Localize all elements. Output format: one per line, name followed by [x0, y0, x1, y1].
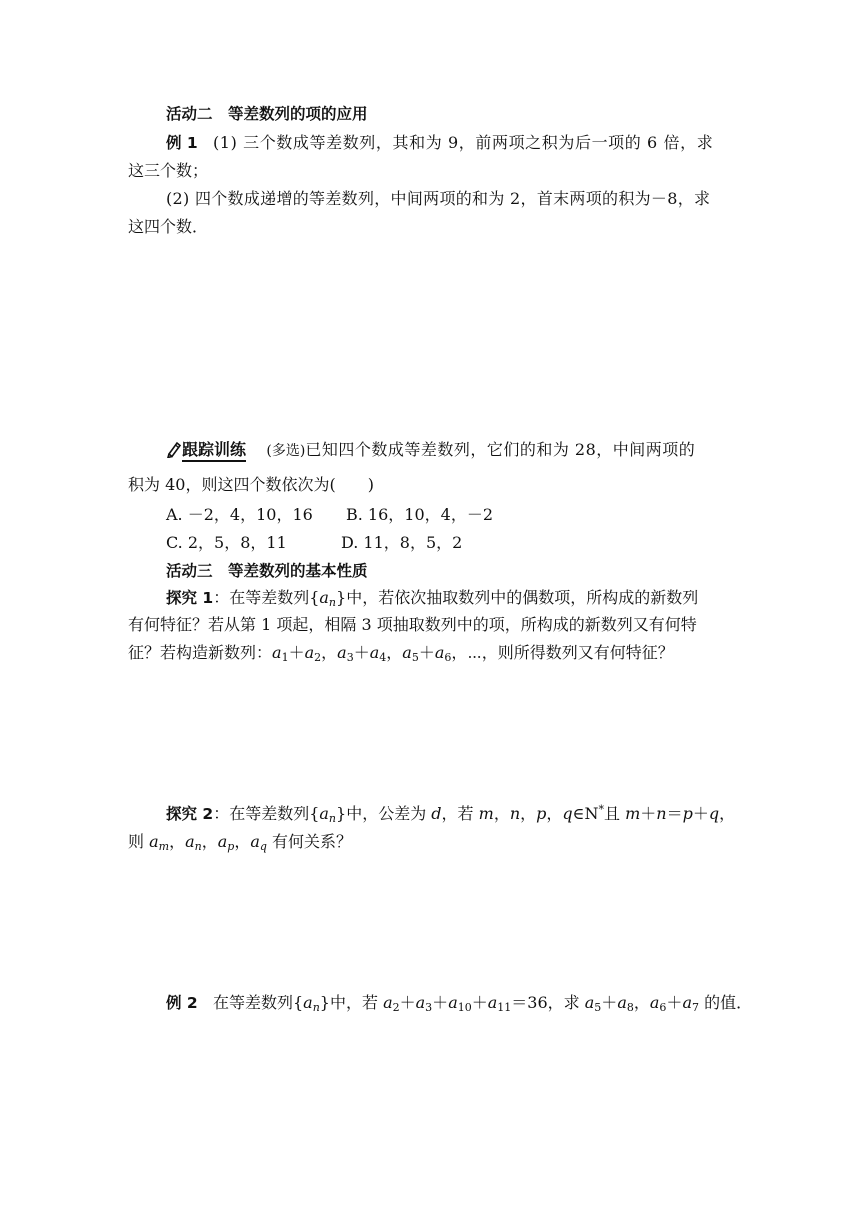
explore-1-line-1: 探究 1：在等差数列$\{a_n\}$中，若依次抽取数列中的偶数项，所构成的新数列 [166, 588, 699, 609]
tracking-exercise-heading [166, 440, 251, 459]
activity-two-title: 活动二 等差数列的项的应用 [166, 105, 368, 123]
explore-2-line-1: 探究 2：在等差数列$\{a_n\}$中，公差为 d，若 m，n，p，q∈N*且 m＋n＝p＋q， [166, 803, 736, 825]
example-1-line-2: 这三个数； [128, 161, 209, 180]
explore-1-line-3: 征？若构造新数列：$a_1+a_2$，$a_3+a_4$，$a_5+a_6$，⋯，则所得数列又有何特征？ [128, 643, 674, 664]
activity-three-title: 活动三 等差数列的基本性质 [166, 562, 368, 580]
pencil-icon [166, 440, 182, 458]
tracking-exercise-label: 跟踪训练 [182, 440, 246, 462]
explore-1-line-2: 有何特征？若从第 1 项起，相隔 3 项抽取数列中的项，所构成的新数列又有何特 [128, 615, 697, 634]
explore-2-line-2: 则 $a_m$，$a_n$，$a_p$，$a_q$ 有何关系？ [128, 832, 353, 853]
option-c: C. 2，5，8，11 [166, 533, 287, 552]
option-d: D. 11，8，5，2 [341, 533, 463, 552]
tracking-question-text: 已知四个数成等差数列，它们的和为 28，中间两项的 [305, 440, 696, 459]
option-a: A. －2，4，10，16 [166, 505, 313, 524]
example-1-part-2-line-2: 这四个数． [128, 217, 209, 236]
tracking-exercise-line-1 [166, 439, 695, 462]
explore-1-label: 探究 1 [166, 589, 214, 607]
option-b: B. 16，10，4，－2 [346, 505, 494, 524]
explore-2-label: 探究 2 [166, 805, 214, 823]
multi-choice-tag: (多选) [266, 443, 306, 459]
example-1-line-1 [166, 132, 713, 154]
example-2-label: 例 2 [166, 994, 198, 1012]
example-1-label: 例 1 [166, 134, 198, 152]
tracking-exercise-line-2: 积为 40，则这四个数依次为( ) [128, 475, 374, 494]
example-2-line: 例 2 在等差数列$\{a_n\}$中，若 $a_2+a_3+a_{10}+a_{11}=36$，求 $a_5+a_8$，$a_6+a_7$ 的值． [166, 993, 753, 1014]
example-1-part-2-line-1: (2) 四个数成递增的等差数列，中间两项的和为 2，首末两项的积为－8，求 [166, 189, 711, 208]
example-1-part-1-text: (1) 三个数成等差数列，其和为 9，前两项之积为后一项的 6 倍，求 [212, 133, 714, 152]
